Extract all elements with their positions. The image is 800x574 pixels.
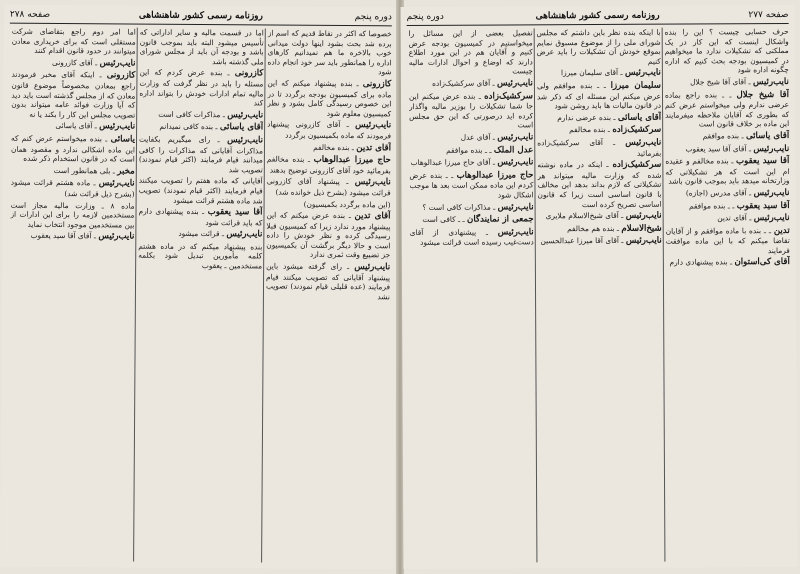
transcript-paragraph <box>10 200 134 230</box>
speech-text: آقای عدل <box>460 132 491 142</box>
right-page-header <box>407 9 789 26</box>
speech-text: پیشنهاد آقای کازرونی قرائت میشود (بشرح ذیل خوانده شد) <box>266 176 391 198</box>
speech-text: آقای مدرس (اجازه) <box>685 188 747 198</box>
speech-text: حرف حسابی چیست ؟ این را بنده واشکال اینست که این کار در یک مملکتی که تشکیلات ندارد ما میخواهیم در کمیسیون بودجه بحث کنیم که اداره چگونه اداره شود <box>664 27 789 75</box>
speaker-name: نایب‌رئیس <box>227 135 264 146</box>
transcript-paragraph: نایب‌رئیس ـ آقای یاسائی <box>55 121 136 132</box>
speaker-name: آقا سید یعقوب <box>207 207 263 218</box>
speaker-name: کازرونی <box>362 79 392 90</box>
speaker-name: آقا سید یعقوب <box>736 200 790 211</box>
speaker-name: آقای یاسائی <box>219 122 264 133</box>
speech-text: ـ کافی است <box>422 214 461 225</box>
speaker-name: نایب‌رئیس <box>354 177 391 188</box>
speaker-name: نایب‌رئیس <box>98 231 135 242</box>
transcript-paragraph <box>537 28 661 67</box>
speech-text: آقای سرکشیک‌زاده بفرمائید <box>537 137 662 158</box>
speaker-name: آقای تدین <box>354 211 391 222</box>
transcript-paragraph <box>665 27 789 76</box>
transcript-paragraph: آقا سید یعقوب ـ بنده مخالفم و عقیده ام این است که هر تشکیلاتی که وزارتخانه میدهد باید بموجب قانون باشد <box>665 156 790 186</box>
left-page-session: دوره پنجم <box>354 12 392 23</box>
transcript-paragraph: آقای تدین ـ بنده مخالفم <box>313 142 392 153</box>
speaker-name: نایب‌رئیس <box>497 201 534 213</box>
transcript-paragraph: آقای یاسائی ـ بنده کافی نمیدانم <box>159 122 264 133</box>
transcript-paragraph: آقای تدین ـ بنده عرض میکنم که این پیشنهاد مورد ندارد زیرا که کمیسیون قبلا رسیدگی کرده و نظر خودش را داده است و حالا دیگر برگشت آن بکمیسیون جز تضییع وقت ثمری ندارد <box>266 210 391 260</box>
transcript-paragraph <box>267 199 391 209</box>
left-page-title: روزنامه رسمی کشور شاهنشاهی <box>138 10 263 22</box>
speaker-name: آقای یاسائی <box>745 130 790 142</box>
transcript-paragraph: کازرونی ـ بنده پیشنهاد میکنم که این ماده برای کمیسیون بودجه برگردد تا در این خصوص رسیدگی کامل بشود و نظر کمیسیون معلوم شود <box>267 78 392 119</box>
speaker-name: آقا شیخ جلال <box>736 89 790 100</box>
speech-text: بنده پیشنهادی دارم که باید قرائت شود <box>138 206 263 228</box>
transcript-paragraph: نایب‌رئیس ـ آقای عدل <box>460 132 534 143</box>
speaker-name: تدین <box>773 225 790 236</box>
speech-text: اینکه در ماده نوشته شده که وزارت مالیه میتواند هر تشکیلاتی که لازم بداند بدهد این مخالف با قانون اساسی است زیرا که قانون اساسی تصریح کرده است <box>537 160 662 209</box>
speech-text: بنده عرضی ندارم <box>557 112 612 122</box>
speech-text: اینکه آقای مخبر فرمودند راجع بمعادن مخصوصاً موضوع قانون معادن که از مجلس گذشته است باید دید که آیا وزارت فوائد عامه میتواند بدون تصویب مجلس این کار را بکند یا نه <box>11 70 136 120</box>
transcript-paragraph: نایب‌رئیس ـ آقای آقا سید یعقوب <box>685 143 790 154</box>
transcript-paragraph: نایب‌رئیس ـ پیشنهادی از آقای دست‌غیب رسیده است قرائت میشود <box>409 227 534 248</box>
transcript-paragraph: نایب‌رئیس ـ آقای مدرس (اجازه) <box>685 187 790 199</box>
speech-text: با اینکه بنده نظر باین داشتم که مجلس شورای ملی را از موضوع مسبوق نمایم بموقع خودش آن تشکیلات را باید عرض کنیم <box>536 27 661 66</box>
speech-text: بنده مخالفم و عقیده ام این است که هر تشکیلاتی که وزارتخانه میدهد باید بموجب قانون باشد <box>665 156 790 186</box>
left-page-number: صفحه ۲۷۸ <box>9 9 51 20</box>
transcript-paragraph: نایب‌رئیس ـ رای میگیریم بکفایت مذاکرات آقایانی که مذاکرات را کافی میدانند قیام فرمایند (اکثر قیام نمودند) تصویب شد <box>138 134 264 175</box>
speech-text: ـ بنده موافقم <box>446 145 488 155</box>
speech-text: ماده هشتم قرائت میشود (بشرح ذیل قرائت شد) <box>10 177 135 199</box>
speech-text: خصوصا که اکثر در نقاط قدیم که اسم از برده شد بحث بشود اینها دولت میدانی خوب بالاخره ما هم نمیدانیم کارهای اداره را همانطور باید سر خود انجام داده شود <box>267 28 392 77</box>
speech-text: اما در قسمت مالیه و سایر اداراتی که تأسیس میشود البته باید بموجب قانون باشد و بودجه آن باید از مجلس شورای ملی گذشته باشد <box>139 27 264 67</box>
speech-text: بنده مخالفم بفرمائید خود آقای کازرونی توضیح بدهند <box>266 154 391 176</box>
speech-text: بنده هم مخالفم <box>567 223 615 233</box>
right-page-number: صفحه ۲۷۷ <box>748 10 789 21</box>
transcript-paragraph <box>138 241 262 271</box>
transcript-paragraph: نایب‌رئیس ـ رای گرفته میشود باین پیشنهاد آقایانی که تصویب میکنند قیام فرمایند (عده قلیلی قیام نمودند) تصویب نشد <box>265 261 391 302</box>
speech-text: بنده مخالفم <box>569 125 606 135</box>
speaker-name: حاج میرزا عبدالوهاب <box>313 154 391 166</box>
speech-text: بنده عرض میکنم این جا شما تشکیلات را بوزیر مالیه واگذار کرده اید درصورتی که این حق مجلس است <box>408 91 534 130</box>
speech-text: آقای آقا سید یعقوب <box>30 231 92 241</box>
transcript-paragraph <box>139 176 263 206</box>
speaker-name: حاج میرزا عبدالوهاب <box>456 170 534 181</box>
speech-text: آقایانی که ماده هفتم را تصویب میکنند قیام فرمایند (اکثر قیام نمودند) تصویب شد ماده هشتم قرائت میشود <box>138 175 263 205</box>
speaker-name: نایب‌رئیس <box>625 235 662 247</box>
speech-text: آقای آقا شیخ جلال <box>690 77 747 87</box>
speech-text: بنده عرض میکنم که این پیشنهاد مورد ندارد زیرا که کمیسیون قبلا رسیدگی کرده و نظر خودش را داده است و حالا دیگر برگشت آن بکمیسیون جز تضییع وقت ثمری ندارد <box>266 210 391 260</box>
speech-text: ـ بنده موافقم <box>688 200 730 211</box>
transcript-paragraph: آقا سید یعقوب ـ ـ بنده موافقم <box>688 200 790 211</box>
transcript-paragraph: مخبر ـ بلی همانطور است <box>53 165 135 177</box>
transcript-paragraph: نایب‌رئیس ـ مذاکرات کافی است ؟ <box>422 201 534 213</box>
speech-text: پیشنهادی از آقای دست‌غیب رسیده است قرائت میشود <box>409 227 534 248</box>
speech-text: آقای سلیمان میرزا <box>560 68 619 78</box>
left-page <box>0 5 398 570</box>
speaker-name: نایب‌رئیس <box>99 121 136 132</box>
speech-text: بنده مخالفم <box>313 142 350 152</box>
right-column-1 <box>665 27 792 562</box>
speech-text: بلی همانطور است <box>53 165 111 176</box>
transcript-paragraph: سلیمان میرزا ـ ـ بنده موافقم ولی عرض میکنم این مسئله ای که ذکر شد در قانون مالیات ها باید روشن شود <box>536 80 662 111</box>
speech-text: آقای حاج میرزا عبدالوهاب <box>410 157 491 168</box>
speech-text: آقای آقا میرزا عبدالحسین <box>540 236 619 246</box>
speech-text: ـ بنده راجع بماده عرضی ندارم ولی میخواستم عرض کنم که بطوری که آقایان ملاحظه میفرمایند این ماده بر خلاف قانون است <box>664 89 790 129</box>
transcript-paragraph: آقای کی‌استوان ـ بنده پیشنهادی دارم <box>669 257 790 268</box>
speaker-name: نایب‌رئیس <box>752 76 789 88</box>
transcript-paragraph: آقا سید یعقوب ـ بنده پیشنهادی دارم که باید قرائت شود <box>138 206 263 228</box>
transcript-paragraph: آقای یاسائی ـ بنده عرضی ندارم <box>557 112 662 123</box>
speech-text: آقای شیخ‌الاسلام ملایری <box>545 210 619 221</box>
speech-text: بنده پیشنهاد میکنم که در ماده هشتم کلمه مأمورین تبدیل شود بکلمه مستخدمین ـ یعقوب <box>138 241 263 271</box>
speaker-name: نایب‌رئیس <box>99 58 136 69</box>
transcript-paragraph: شیخ‌الاسلام ـ بنده هم مخالفم <box>567 223 662 234</box>
transcript-paragraph: کازرونی ـ اینکه آقای مخبر فرمودند راجع بمعادن مخصوصاً موضوع قانون معادن که از مجلس گذشته است باید دید که آیا وزارت فوائد عامه میتواند بدون تصویب مجلس این کار را بکند یا نه <box>11 70 136 120</box>
speech-text: تفصیل بعضی از این مسائل را میخواستیم در کمیسیون بودجه عرض کنیم و آقایان هم در این مورد اطلاع دارند که اوضاع و احوال ادارات مالیه چیست <box>408 28 533 76</box>
speaker-name: سرکشیک‌زاده <box>612 159 662 171</box>
speaker-name: نایب‌رئیس <box>355 120 392 131</box>
transcript-paragraph: نایب‌رئیس ـ آقای کازرونی <box>52 57 136 69</box>
speaker-name: جمعی از نمایندگان <box>467 214 534 225</box>
transcript-paragraph: عدل الملک ـ ـ بنده موافقم <box>446 144 534 156</box>
right-page <box>401 5 798 569</box>
speech-text: ماده ۸ ـ وزارت مالیه مجاز است مستخدمین لازمه را برای این ادارات از بین مستخدمین موجود انتخاب نماید <box>10 200 135 230</box>
transcript-paragraph: آقای یاسائی ـ بنده موافقم <box>702 130 790 142</box>
transcript-paragraph <box>140 28 264 67</box>
speaker-name: نایب‌رئیس <box>625 137 662 148</box>
speaker-name: آقای یاسائی <box>617 112 662 123</box>
right-page-columns <box>407 27 792 563</box>
speaker-name: نایب‌رئیس <box>227 109 264 121</box>
speaker-name: نایب‌رئیس <box>496 78 533 89</box>
speech-text: بنده عرض کردم که این مسئله را باید در نظر گرفت که وزارت مالیه تمام ادارات خودش را بتواند اداره کند <box>139 67 264 108</box>
transcript-paragraph: نایب‌رئیس ـ آقای سرکشیک‌زاده بفرمائید <box>537 137 662 158</box>
transcript-paragraph: نایب‌رئیس ـ قرائت میشود <box>178 229 263 240</box>
transcript-paragraph: نایب‌رئیس ـ آقای کازرونی پیشنهاد فرمودند که ماده بکمیسیون برگردد <box>267 119 392 141</box>
speaker-name: نایب‌رئیس <box>753 187 790 199</box>
speech-text: آقای آقا سید یعقوب <box>685 143 747 154</box>
transcript-paragraph <box>12 27 136 57</box>
transcript-paragraph: حاج میرزا عبدالوهاب ـ بنده مخالفم بفرمائید خود آقای کازرونی توضیح بدهند <box>266 154 391 176</box>
speaker-name: نایب‌رئیس <box>497 227 534 238</box>
speaker-name: سرکشیک‌زاده <box>484 90 534 102</box>
speaker-name: آقا سید یعقوب <box>736 156 790 167</box>
speech-text: آقای کازرونی پیشنهاد فرمودند که ماده بکمیسیون برگردد <box>267 119 392 141</box>
left-column-3 <box>8 27 136 562</box>
right-column-2 <box>537 28 664 563</box>
speaker-name: مخبر <box>117 166 135 177</box>
speaker-name: نایب‌رئیس <box>625 210 662 221</box>
speaker-name: یاسائی <box>110 134 136 145</box>
speech-text: ـ بنده عرض کردم این ماده ممکن است بعد ها موجب اشکال شود <box>409 170 534 200</box>
speaker-name: نایب‌رئیس <box>753 213 790 224</box>
speech-text: ـ بنده موافقم ولی عرض میکنم این مسئله ای که ذکر شد در قانون مالیات ها باید روشن شود <box>536 80 662 111</box>
left-page-columns <box>6 27 392 564</box>
right-column-3 <box>409 28 536 563</box>
transcript-paragraph: نایب‌رئیس ـ آقای سلیمان میرزا <box>560 68 661 79</box>
speech-text: بنده پیشنهاد میکنم که این ماده برای کمیسیون بودجه برگردد تا در این خصوص رسیدگی کامل بشود و نظر کمیسیون معلوم شود <box>267 78 392 119</box>
speech-text: آقای یاسائی <box>55 121 93 131</box>
transcript-paragraph: حاج میرزا عبدالوهاب ـ ـ بنده عرض کردم این ماده ممکن است بعد ها موجب اشکال شود <box>409 170 534 200</box>
speech-text: رای گرفته میشود باین پیشنهاد آقایانی که تصویب میکنند قیام فرمایند (عده قلیلی قیام نمودند) تصویب نشد <box>265 261 391 302</box>
left-column-1 <box>264 28 392 563</box>
speech-text: (این ماده برگردد بکمیسیون) <box>303 199 391 209</box>
speech-text: آقای سرکشیک‌زاده <box>432 78 491 88</box>
speech-text: بنده موافقم <box>702 131 740 141</box>
speaker-name: سلیمان میرزا <box>610 80 661 91</box>
transcript-paragraph <box>409 28 533 77</box>
speaker-name: عدل الملک <box>493 144 534 156</box>
speech-text: بنده میخواستم عرض کنم که این ماده اشکالی ندارد و مقصود همان است که در قانون استخدام ذکر شده <box>10 133 135 164</box>
speech-text: اما امر دوم راجع بتقاضای شرکت مستقلی است که برای خریداری معادن میتوانند در حدود قانون اقدام کنند <box>11 26 136 56</box>
transcript-paragraph: آقا شیخ جلال ـ ـ بنده راجع بماده عرضی ندارم ولی میخواستم عرض کنم که بطوری که آقایان ملاحظه میفرمایند این ماده بر خلاف قانون است <box>664 89 790 129</box>
transcript-paragraph: یاسائی ـ بنده میخواستم عرض کنم که این ماده اشکالی ندارد و مقصود همان است که در قانون استخدام ذکر شده <box>10 133 136 164</box>
speaker-name: نایب‌رئیس <box>753 143 790 154</box>
transcript-paragraph: سرکشیک‌زاده ـ اینکه در ماده نوشته شده که وزارت مالیه میتواند هر تشکیلاتی که لازم بداند بدهد این مخالف با قانون اساسی است زیرا که قانون اساسی تصریح کرده است <box>537 159 662 209</box>
speaker-name: شیخ‌الاسلام <box>621 223 662 234</box>
transcript-paragraph: نایب‌رئیس ـ آقای آقا میرزا عبدالحسین <box>540 235 662 247</box>
transcript-paragraph: نایب‌رئیس ـ آقای تدین <box>717 213 790 224</box>
transcript-paragraph: نایب‌رئیس ـ آقای آقا شیخ جلال <box>690 76 789 88</box>
transcript-paragraph: سرکشیک‌زاده ـ بنده مخالفم <box>569 125 662 136</box>
right-page-title: روزنامه رسمی کشور شاهنشاهی <box>535 10 660 22</box>
transcript-paragraph: سرکشیک‌زاده ـ بنده عرض میکنم این جا شما تشکیلات را بوزیر مالیه واگذار کرده اید درصورتی که این حق مجلس است <box>408 90 534 130</box>
transcript-paragraph: کازرونی ـ بنده عرض کردم که این مسئله را باید در نظر گرفت که وزارت مالیه تمام ادارات خودش را بتواند اداره کند <box>139 67 264 108</box>
transcript-paragraph: نایب‌رئیس ـ آقای آقا سید یعقوب <box>30 231 135 242</box>
transcript-paragraph: نایب‌رئیس ـ مذاکرات کافی است <box>158 109 264 121</box>
speech-text: قرائت میشود <box>178 229 220 239</box>
speech-text: ـ بنده با ماده موافقم و از آقایان تقاضا میکنم که با این ماده موافقت فرمایند <box>665 225 790 255</box>
transcript-paragraph: نایب‌رئیس ـ پیشنهاد آقای کازرونی قرائت میشود (بشرح ذیل خوانده شد) <box>266 176 391 198</box>
transcript-paragraph: جمعی از نمایندگان ـ ـ کافی است <box>422 214 534 225</box>
speech-text: مذاکرات کافی است ؟ <box>422 202 491 212</box>
speaker-name: کازرونی <box>234 68 264 79</box>
speaker-name: آقای کی‌استوان <box>734 257 790 268</box>
transcript-paragraph <box>267 28 391 77</box>
speech-text: مذاکرات کافی است <box>158 109 221 119</box>
speaker-name: نایب‌رئیس <box>354 262 391 273</box>
transcript-paragraph: تدین ـ ـ بنده با ماده موافقم و از آقایان تقاضا میکنم که با این ماده موافقت فرمایند <box>665 225 790 255</box>
left-column-2 <box>136 28 264 563</box>
transcript-paragraph: نایب‌رئیس ـ ماده هشتم قرائت میشود (بشرح ذیل قرائت شد) <box>10 177 135 199</box>
speech-text: بنده پیشنهادی دارم <box>669 257 728 268</box>
left-page-header <box>10 9 392 27</box>
right-page-session: دوره پنجم <box>406 11 444 23</box>
speaker-name: نایب‌رئیس <box>497 157 534 168</box>
speaker-name: نایب‌رئیس <box>226 229 263 240</box>
speaker-name: نایب‌رئیس <box>624 68 661 79</box>
speech-text: آقای کازرونی <box>52 57 93 68</box>
speech-text: آقای تدین <box>717 213 747 223</box>
speaker-name: نایب‌رئیس <box>497 132 534 143</box>
speaker-name: کازرونی <box>106 70 136 81</box>
transcript-paragraph: نایب‌رئیس ـ آقای حاج میرزا عبدالوهاب <box>410 157 534 168</box>
transcript-paragraph: نایب‌رئیس ـ آقای شیخ‌الاسلام ملایری <box>545 210 662 221</box>
speaker-name: آقای تدین <box>356 142 392 153</box>
speaker-name: سرکشیک‌زاده <box>612 125 662 136</box>
speaker-name: نایب‌رئیس <box>98 178 135 189</box>
transcript-paragraph: نایب‌رئیس ـ آقای سرکشیک‌زاده <box>432 78 533 89</box>
speech-text: رای میگیریم بکفایت مذاکرات آقایانی که مذاکرات را کافی میدانند قیام فرمایند (اکثر قیام نمودند) تصویب شد <box>138 134 263 175</box>
speech-text: بنده کافی نمیدانم <box>159 122 214 132</box>
